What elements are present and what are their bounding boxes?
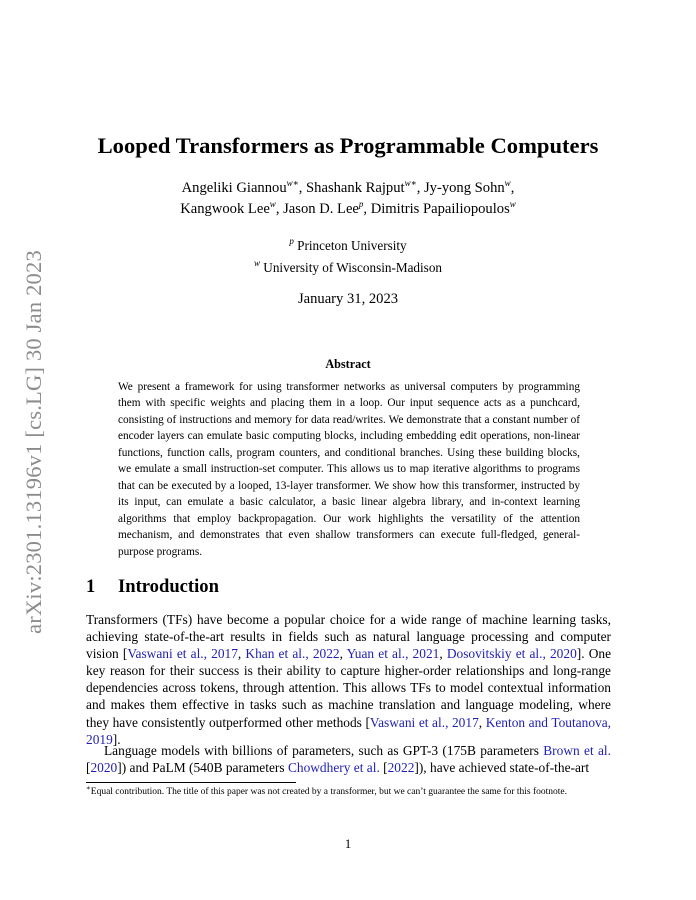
author-name: Kangwook Lee <box>180 201 270 217</box>
paper-title: Looped Transformers as Programmable Computers <box>97 133 599 158</box>
citation-link[interactable]: 2022 <box>387 760 415 776</box>
author-affiliation-mark: w∗ <box>404 178 417 188</box>
author-affiliation-mark: w <box>269 199 276 209</box>
author-affiliation-mark: w <box>504 178 511 188</box>
footnote-divider <box>86 782 296 783</box>
section-heading <box>86 575 606 599</box>
intro-paragraph-2: Language models with billions of parameters, such as GPT-3 (175B parameters Brown et al. [2020]) and PaLM (540B parameters Chowdhery et al. [2022]), have achieved state-of-the-art <box>86 743 611 776</box>
citation-link[interactable]: 2020 <box>90 760 118 776</box>
citation-link[interactable]: Vaswani et al., 2017 <box>369 714 479 730</box>
author-name: Jason D. Lee <box>283 201 359 217</box>
footnote-text: Equal contribution. The title of this paper was not created by a transformer, but we can’t guarantee the same for this footnote. <box>90 787 567 797</box>
citation-link[interactable]: Chowdhery et al. <box>287 760 380 776</box>
author-name: Jy-yong Sohn <box>423 180 505 196</box>
author-name: Angeliki Giannou <box>181 180 287 196</box>
author-affiliation-mark: w∗ <box>286 178 299 188</box>
author-affiliation-mark: w <box>509 199 516 209</box>
author-affiliation-mark: p <box>358 199 364 209</box>
intro-paragraph-1: Transformers (TFs) have become a popular choice for a wide range of machine learning tasks, achieving state-of-the-art results in fields such as natural language processing and computer vision [Vaswani et al., 2017, Khan et al., 2022, Yuan et al., 2021, Dosovitskiy et al., 2020]. One key reason for their success is their ability to capture higher-order relationships and long-range dependencies across tokens, through attention. This allows TFs to model contextual information and makes them effective in tasks such as machine translation and language modeling, where they have consistently outperformed other methods [Vaswani et al., 2017, Kenton and Toutanova, 2019]. <box>86 612 612 747</box>
affiliation-mark: p <box>289 236 294 246</box>
citation-link[interactable]: Dosovitskiy et al., 2020 <box>446 646 577 662</box>
footnote-mark: ∗ <box>86 784 91 792</box>
page-number: 1 <box>344 837 352 851</box>
affiliation-princeton <box>0 237 696 255</box>
citation-link[interactable]: Brown et al. <box>543 743 611 758</box>
section-title: Introduction <box>118 576 219 597</box>
affiliation-wisconsin <box>0 259 696 277</box>
citation-link[interactable]: Yuan et al., 2021 <box>346 646 440 662</box>
citation-link[interactable]: Vaswani et al., 2017 <box>127 646 238 662</box>
publication-date: January 31, 2023 <box>297 291 399 307</box>
affiliation-mark: w <box>253 258 260 268</box>
abstract-heading: Abstract <box>325 357 371 371</box>
arxiv-identifier-text: arXiv:2301.13196v1 [cs.LG] 30 Jan 2023 <box>21 249 47 634</box>
affiliation-name: Princeton University <box>297 238 407 253</box>
affiliation-name: University of Wisconsin-Madison <box>263 260 443 275</box>
author-name: Shashank Rajput <box>306 180 405 196</box>
author-name: Dimitris Papailiopoulos <box>370 201 510 217</box>
citation-link[interactable]: Kenton and Toutanova, 2019 <box>86 714 611 747</box>
section-number: 1 <box>86 576 96 597</box>
author-list: Angeliki Giannou$^{w∗}$, Shashank Rajput$^{w∗}$, Jy-yong Sohn$^w$, Kangwook Lee$^w$, Jason D. Lee$^p$, Dimitris Papailiopoulos$^w$ <box>180 178 516 217</box>
abstract-text: We present a framework for using transformer networks as universal computers by programming them with specific weights and placing them in a loop. Our input sequence acts as a punchcard, consisting of instructions and memory for data read/writes. We demonstrate that a constant number of encoder layers can emulate basic computing blocks, including embedding edit operations, non-linear functions, function calls, program counters, and conditional branches. Using these building blocks, we emulate a small instruction-set computer. This allows us to map iterative algorithms to programs that can be executed by a looped, 13-layer transformer. We show how this transformer, instructed by its input, can emulate a basic calculator, a basic linear algebra library, and in-context learning algorithms that employ backpropagation. Our work highlights the versatility of the attention mechanism, and demonstrates that even shallow transformers can execute full-fledged, general-purpose programs. <box>118 381 580 558</box>
footnote <box>86 786 611 799</box>
citation-link[interactable]: Khan et al., 2022 <box>245 646 340 662</box>
